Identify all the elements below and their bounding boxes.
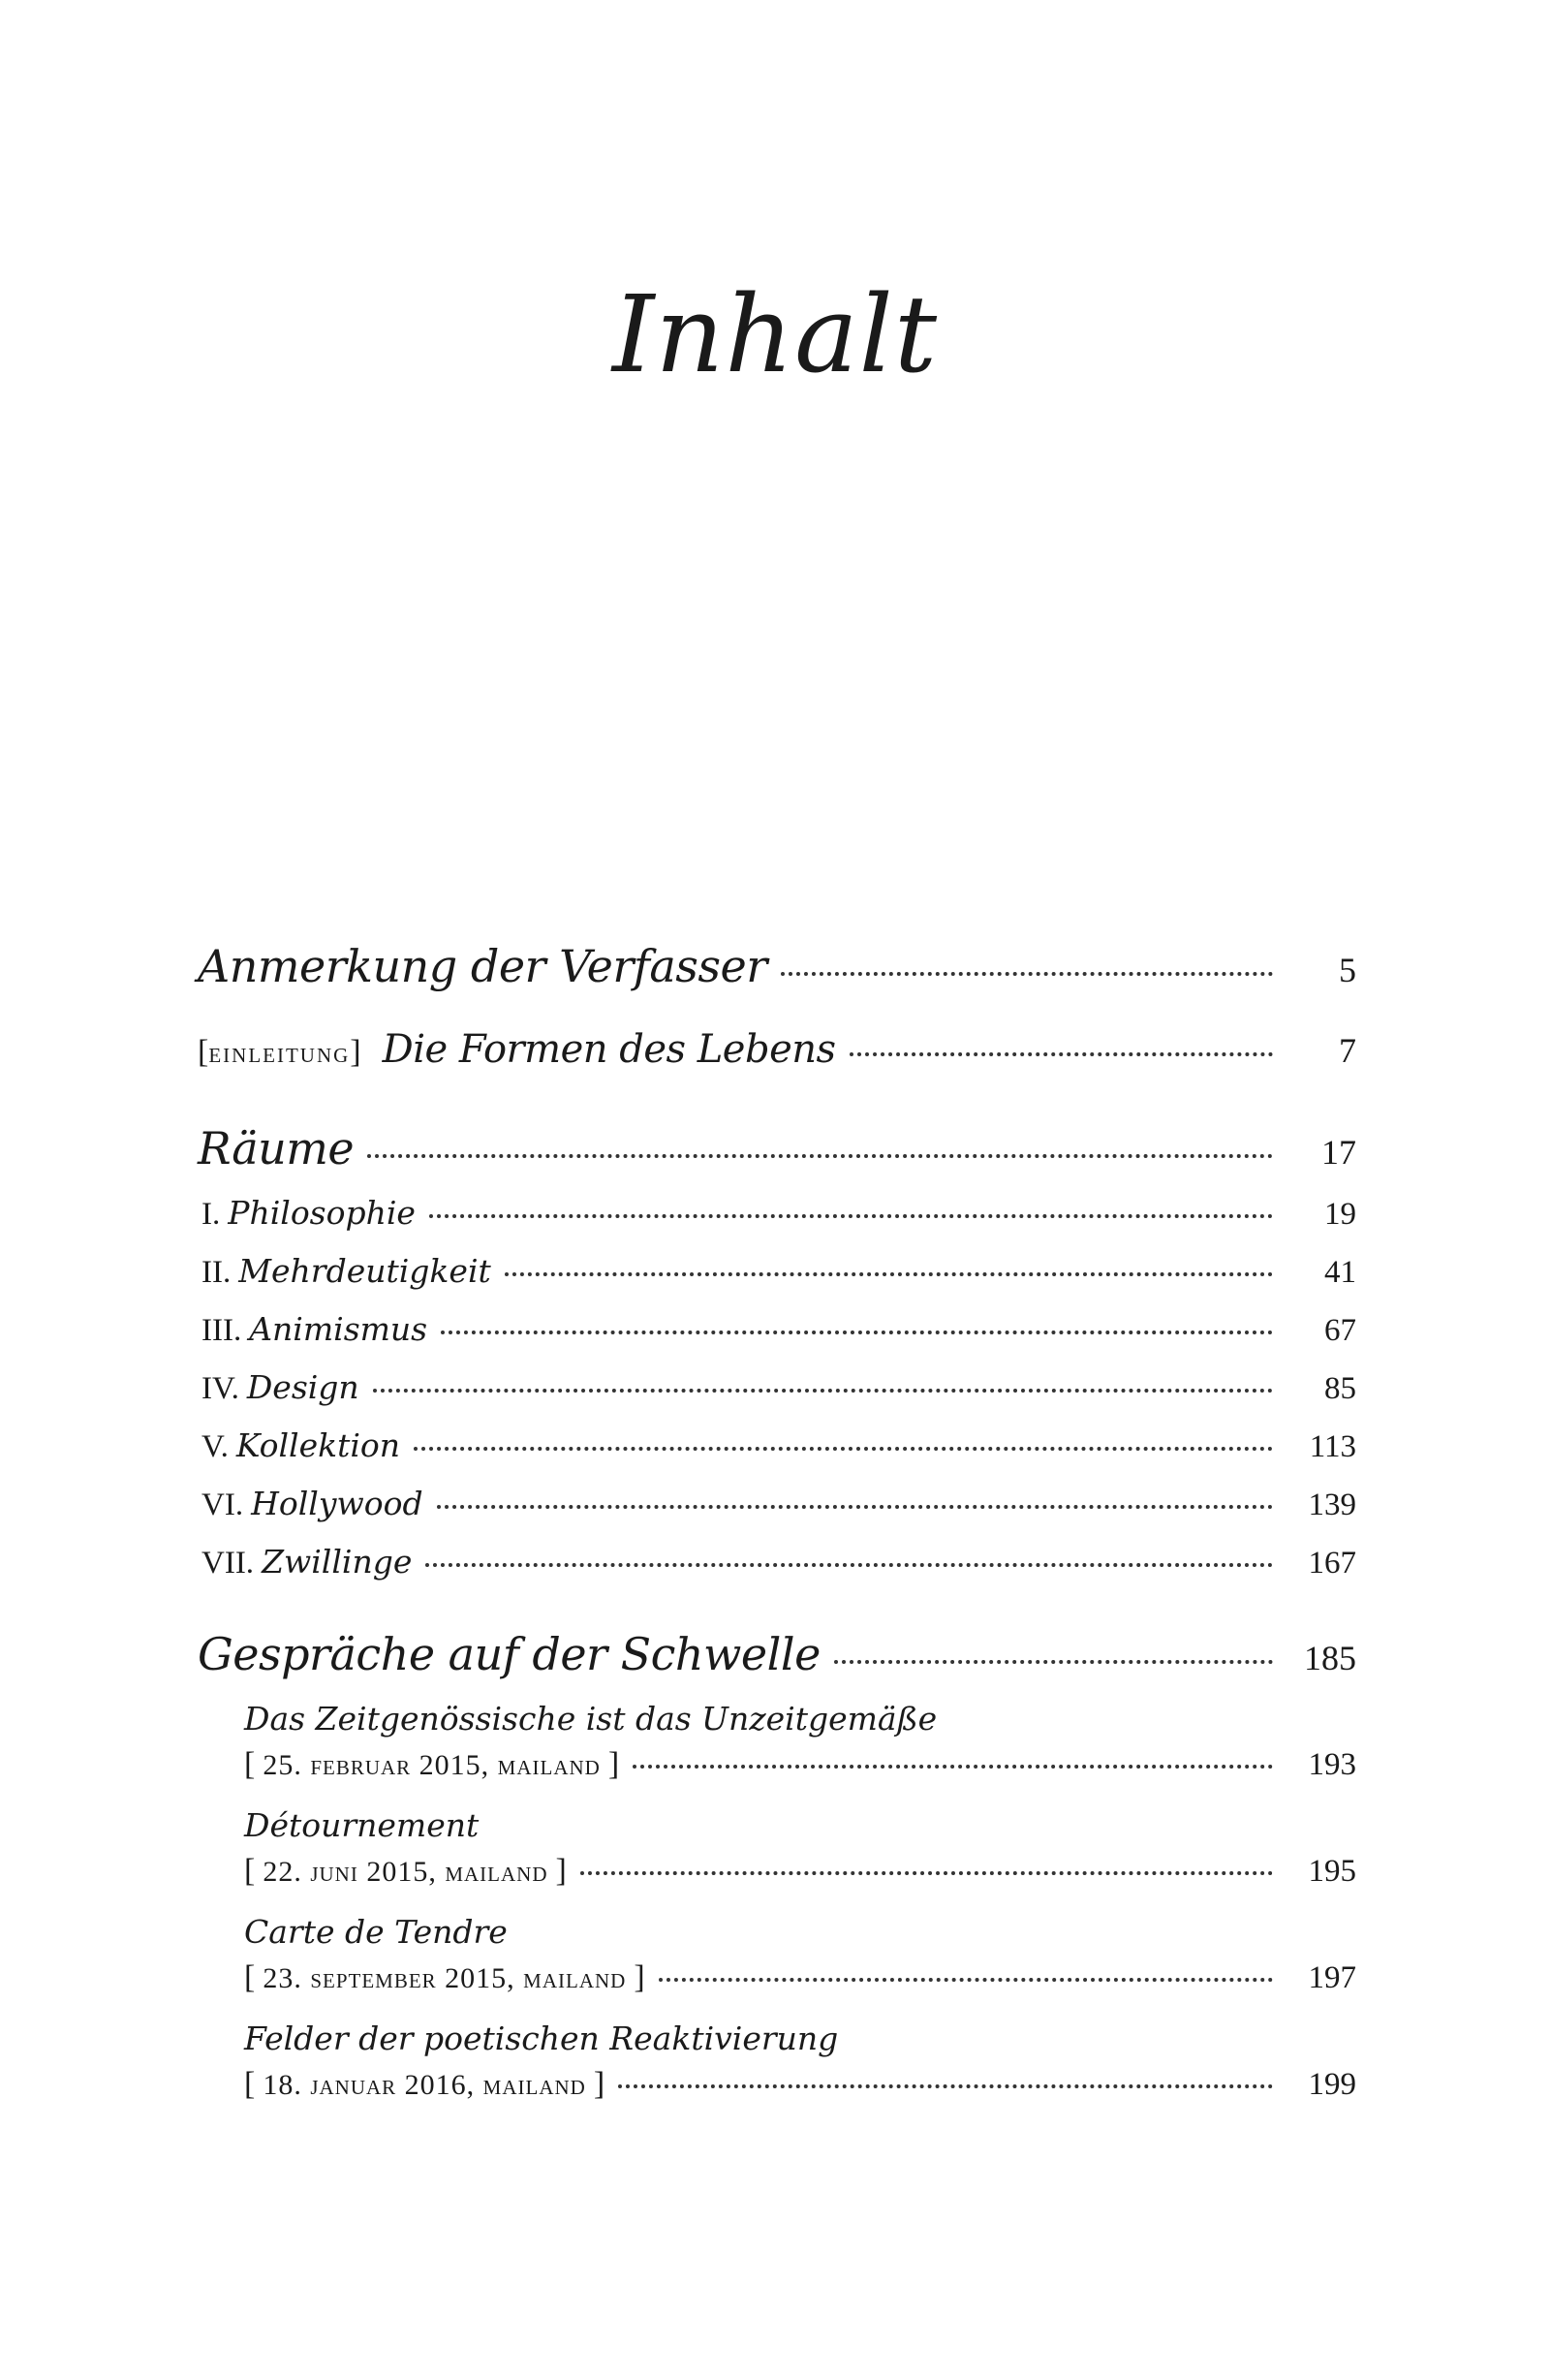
- dot-leader: [425, 1563, 1273, 1567]
- toc-conversation-entry[interactable]: [198, 2066, 1356, 2103]
- toc-page-number: 5: [1339, 951, 1356, 989]
- bracket-open: [: [244, 2066, 256, 2102]
- toc-entry-label: Mehrdeutigkeit: [238, 1252, 491, 1290]
- bracket-open: [: [244, 1959, 256, 1995]
- toc-entry-label: Hollywood: [251, 1485, 423, 1522]
- dot-leader: [437, 1505, 1273, 1509]
- toc-entry-label: Zwillinge: [262, 1543, 413, 1581]
- chapter-number: I.: [202, 1197, 221, 1232]
- page-title: Inhalt: [611, 272, 939, 396]
- conversation-date: 23. september 2015, mailand: [263, 1962, 627, 1994]
- toc-page-number: 197: [1308, 1960, 1356, 1995]
- dot-leader: [441, 1331, 1273, 1334]
- toc-entry-label: Gespräche auf der Schwelle: [198, 1628, 821, 1680]
- conversation-date: 18. januar 2016, mailand: [263, 2069, 586, 2101]
- toc-page-number: 167: [1308, 1546, 1356, 1581]
- toc-entry-raeume[interactable]: [198, 1122, 1356, 1174]
- bracket-close: ]: [593, 2066, 605, 2102]
- toc-entry-label: Räume: [198, 1122, 355, 1174]
- toc-page-number: 113: [1309, 1429, 1356, 1464]
- bracket-close: ]: [634, 1959, 645, 1995]
- toc-entry-label: Kollektion: [235, 1426, 401, 1464]
- dot-leader: [367, 1154, 1273, 1158]
- toc-page-number: 185: [1304, 1639, 1356, 1677]
- toc-entry-intro[interactable]: [198, 1027, 1356, 1072]
- toc-page-number: 139: [1308, 1488, 1356, 1522]
- toc-subentry[interactable]: [198, 1194, 1356, 1233]
- dot-leader: [429, 1214, 1273, 1218]
- toc-page-number: 17: [1321, 1133, 1356, 1172]
- toc-entry-label: Die Formen des Lebens: [382, 1027, 836, 1072]
- toc-subentry[interactable]: [198, 1368, 1356, 1407]
- bracket-open: [: [244, 1853, 256, 1889]
- toc-entry-label: Philosophie: [228, 1194, 416, 1232]
- toc-subentry[interactable]: [198, 1426, 1356, 1465]
- toc-page-number: 41: [1324, 1255, 1356, 1290]
- toc-conversation-entry[interactable]: [198, 1959, 1356, 1996]
- toc-conversation-entry[interactable]: [198, 1746, 1356, 1783]
- conversation-title: Détournement: [244, 1806, 480, 1844]
- dot-leader: [580, 1871, 1273, 1875]
- chapter-number: IV.: [202, 1371, 239, 1406]
- toc-page-number: 85: [1324, 1371, 1356, 1406]
- chapter-number: V.: [202, 1429, 229, 1464]
- dot-leader: [618, 2084, 1273, 2088]
- chapter-number: II.: [202, 1255, 232, 1290]
- toc-conversation-entry[interactable]: [198, 1853, 1356, 1890]
- toc-subentry[interactable]: [198, 1485, 1356, 1523]
- toc-entry-label: Design: [246, 1368, 359, 1406]
- toc-page-number: 199: [1308, 2067, 1356, 2102]
- bracket-open: [: [244, 1746, 256, 1782]
- dot-leader: [505, 1272, 1273, 1276]
- toc-page-number: 67: [1324, 1313, 1356, 1348]
- conversation-date: 22. juni 2015, mailand: [263, 1856, 548, 1888]
- toc-entry-gespraeche[interactable]: [198, 1628, 1356, 1680]
- dot-leader: [781, 972, 1273, 976]
- dot-leader: [373, 1389, 1273, 1393]
- conversation-title: Carte de Tendre: [244, 1913, 508, 1951]
- chapter-number: III.: [202, 1313, 242, 1348]
- chapter-number: VII.: [202, 1546, 255, 1581]
- bracket-open: [: [198, 1034, 209, 1070]
- conversation-title: Das Zeitgenössische ist das Unzeitgemäße: [244, 1700, 938, 1738]
- toc-entry-note[interactable]: [198, 940, 1356, 992]
- bracket-close: ]: [555, 1853, 567, 1889]
- conversation-date: 25. februar 2015, mailand: [263, 1749, 601, 1781]
- toc-page-number: 19: [1324, 1197, 1356, 1232]
- toc-page-number: 7: [1339, 1031, 1356, 1070]
- toc-entry-label: Animismus: [249, 1310, 428, 1348]
- bracket-close: ]: [350, 1034, 361, 1070]
- toc-subentry[interactable]: [198, 1252, 1356, 1291]
- toc-subentry[interactable]: [198, 1543, 1356, 1581]
- chapter-number: VI.: [202, 1488, 244, 1522]
- toc-page-number: 195: [1308, 1854, 1356, 1889]
- conversation-title: Felder der poetischen Reaktivierung: [244, 2020, 839, 2057]
- section-tag: einleitung: [208, 1037, 351, 1069]
- toc-entry-label: Anmerkung der Verfasser: [198, 940, 767, 992]
- toc-subentry[interactable]: [198, 1310, 1356, 1349]
- dot-leader: [633, 1765, 1273, 1769]
- dot-leader: [414, 1447, 1273, 1451]
- toc-page-number: 193: [1308, 1747, 1356, 1782]
- dot-leader: [659, 1978, 1273, 1982]
- dot-leader: [834, 1660, 1273, 1664]
- bracket-close: ]: [607, 1746, 620, 1782]
- dot-leader: [850, 1052, 1273, 1056]
